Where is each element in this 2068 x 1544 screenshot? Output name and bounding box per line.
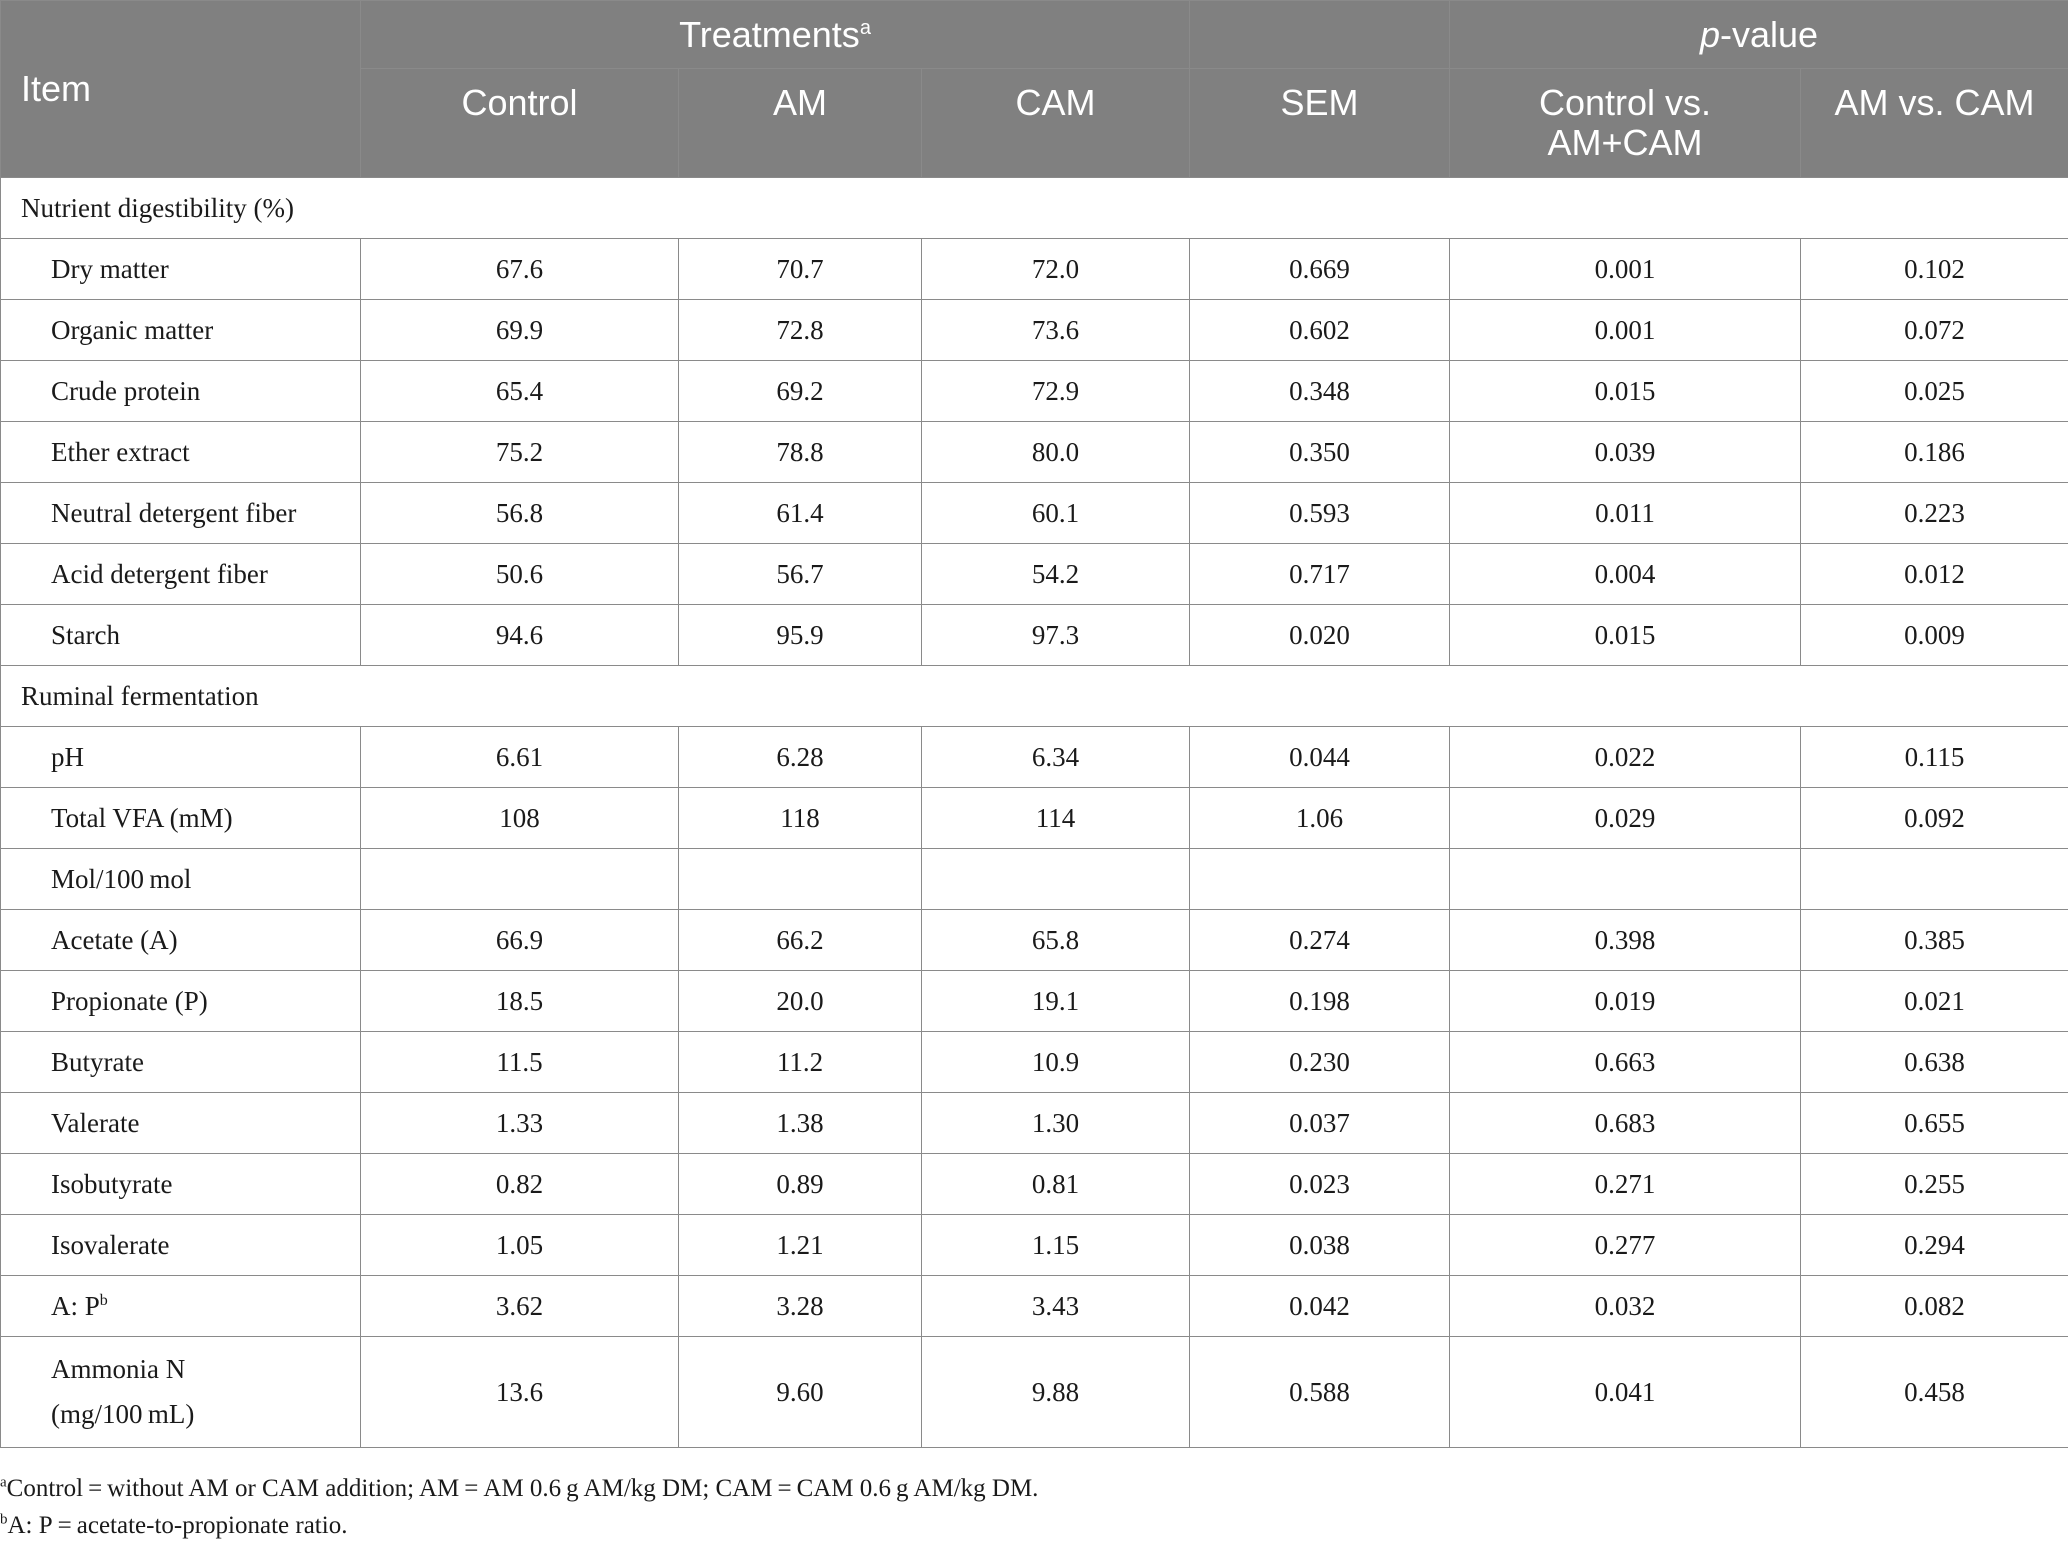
table-cell: 0.039 bbox=[1450, 422, 1801, 483]
table-cell bbox=[361, 849, 679, 910]
table-cell: 73.6 bbox=[922, 300, 1190, 361]
table-cell: 0.042 bbox=[1190, 1276, 1450, 1337]
row-label: Butyrate bbox=[1, 1032, 361, 1093]
table-cell: 65.4 bbox=[361, 361, 679, 422]
row-label: Valerate bbox=[1, 1093, 361, 1154]
table-cell: 6.28 bbox=[679, 727, 922, 788]
row-label: Propionate (P) bbox=[1, 971, 361, 1032]
table-cell: 0.294 bbox=[1801, 1215, 2068, 1276]
table-row bbox=[1, 1337, 2068, 1448]
table-cell: 0.015 bbox=[1450, 361, 1801, 422]
table-cell: 0.041 bbox=[1450, 1337, 1801, 1448]
table-cell: 0.001 bbox=[1450, 239, 1801, 300]
table-cell: 1.05 bbox=[361, 1215, 679, 1276]
table-cell: 72.9 bbox=[922, 361, 1190, 422]
table-row bbox=[1, 605, 2068, 666]
table-cell: 3.43 bbox=[922, 1276, 1190, 1337]
table-cell: 0.255 bbox=[1801, 1154, 2068, 1215]
row-label: Mol/100 mol bbox=[1, 849, 361, 910]
table-cell: 0.663 bbox=[1450, 1032, 1801, 1093]
table-row bbox=[1, 544, 2068, 605]
header-item: Item bbox=[1, 1, 361, 178]
table-cell: 0.223 bbox=[1801, 483, 2068, 544]
table-cell: 0.029 bbox=[1450, 788, 1801, 849]
table-cell: 20.0 bbox=[679, 971, 922, 1032]
table-cell: 61.4 bbox=[679, 483, 922, 544]
table-row bbox=[1, 971, 2068, 1032]
table-cell bbox=[1450, 849, 1801, 910]
table-row bbox=[1, 1215, 2068, 1276]
table-cell: 0.81 bbox=[922, 1154, 1190, 1215]
footnote-b: $^b$A: P = acetate-to-propionate ratio. bbox=[0, 1507, 1038, 1544]
table-cell: 0.009 bbox=[1801, 605, 2068, 666]
table-cell: 9.60 bbox=[679, 1337, 922, 1448]
row-label: Acetate (A) bbox=[1, 910, 361, 971]
table-row bbox=[1, 300, 2068, 361]
table-cell: 0.230 bbox=[1190, 1032, 1450, 1093]
table-cell: 0.025 bbox=[1801, 361, 2068, 422]
table-cell: 69.2 bbox=[679, 361, 922, 422]
table-cell: 108 bbox=[361, 788, 679, 849]
table-cell: 0.683 bbox=[1450, 1093, 1801, 1154]
table-cell: 0.020 bbox=[1190, 605, 1450, 666]
table-row bbox=[1, 788, 2068, 849]
table-row bbox=[1, 1154, 2068, 1215]
table-row bbox=[1, 1276, 2068, 1337]
table-cell: 65.8 bbox=[922, 910, 1190, 971]
table-row bbox=[1, 910, 2068, 971]
header-cam: CAM bbox=[922, 69, 1190, 178]
header-treatments: Treatments$^a$ bbox=[361, 1, 1190, 69]
table-row bbox=[1, 1093, 2068, 1154]
section-label: Nutrient digestibility (%) bbox=[1, 178, 2068, 239]
row-label: Ammonia N (mg/100 mL) bbox=[1, 1337, 361, 1448]
table-cell: 94.6 bbox=[361, 605, 679, 666]
table-row bbox=[1, 483, 2068, 544]
table-cell: 0.102 bbox=[1801, 239, 2068, 300]
table-cell: 67.6 bbox=[361, 239, 679, 300]
table-cell: 18.5 bbox=[361, 971, 679, 1032]
table-cell: 0.082 bbox=[1801, 1276, 2068, 1337]
header-am-vs-cam: AM vs. CAM bbox=[1801, 69, 2068, 178]
footnotes bbox=[0, 1470, 1038, 1544]
table-cell: 75.2 bbox=[361, 422, 679, 483]
table-cell: 0.019 bbox=[1450, 971, 1801, 1032]
table-cell: 9.88 bbox=[922, 1337, 1190, 1448]
table-row bbox=[1, 849, 2068, 910]
table-cell: 60.1 bbox=[922, 483, 1190, 544]
table-cell: 0.82 bbox=[361, 1154, 679, 1215]
table-cell: 0.717 bbox=[1190, 544, 1450, 605]
table-cell bbox=[1801, 849, 2068, 910]
row-label: Isovalerate bbox=[1, 1215, 361, 1276]
table-cell: 0.602 bbox=[1190, 300, 1450, 361]
table-cell bbox=[1190, 849, 1450, 910]
table-body bbox=[1, 178, 2068, 1448]
table-cell: 0.186 bbox=[1801, 422, 2068, 483]
table-cell: 0.669 bbox=[1190, 239, 1450, 300]
footnote-a: $^a$Control = without AM or CAM addition; AM = AM 0.6 g AM/kg DM; CAM = CAM 0.6 g AM/kg DM. bbox=[0, 1470, 1038, 1507]
table-cell: 114 bbox=[922, 788, 1190, 849]
table-header bbox=[1, 1, 2068, 178]
table-cell: 11.5 bbox=[361, 1032, 679, 1093]
table-cell: 0.271 bbox=[1450, 1154, 1801, 1215]
table-cell: 72.0 bbox=[922, 239, 1190, 300]
table-cell: 0.198 bbox=[1190, 971, 1450, 1032]
table-cell: 66.9 bbox=[361, 910, 679, 971]
table-cell: 50.6 bbox=[361, 544, 679, 605]
table-cell: 6.34 bbox=[922, 727, 1190, 788]
header-am: AM bbox=[679, 69, 922, 178]
table-row bbox=[1, 239, 2068, 300]
row-label: Acid detergent fiber bbox=[1, 544, 361, 605]
table-cell: 0.021 bbox=[1801, 971, 2068, 1032]
row-label: Neutral detergent fiber bbox=[1, 483, 361, 544]
table-row bbox=[1, 422, 2068, 483]
table-cell: 19.1 bbox=[922, 971, 1190, 1032]
table-cell: 0.038 bbox=[1190, 1215, 1450, 1276]
table-cell: 0.023 bbox=[1190, 1154, 1450, 1215]
table-cell: 0.015 bbox=[1450, 605, 1801, 666]
table-cell: 0.593 bbox=[1190, 483, 1450, 544]
table-cell: 0.348 bbox=[1190, 361, 1450, 422]
table-cell: 69.9 bbox=[361, 300, 679, 361]
table-cell: 0.458 bbox=[1801, 1337, 2068, 1448]
table-cell: 1.21 bbox=[679, 1215, 922, 1276]
table-cell: 0.588 bbox=[1190, 1337, 1450, 1448]
table-cell: 0.398 bbox=[1450, 910, 1801, 971]
table-cell: 66.2 bbox=[679, 910, 922, 971]
table-cell: 0.092 bbox=[1801, 788, 2068, 849]
table-row bbox=[1, 361, 2068, 422]
table-row bbox=[1, 727, 2068, 788]
table-cell: 0.072 bbox=[1801, 300, 2068, 361]
table-cell: 70.7 bbox=[679, 239, 922, 300]
table-cell: 0.277 bbox=[1450, 1215, 1801, 1276]
section-row bbox=[1, 666, 2068, 727]
table-cell: 0.001 bbox=[1450, 300, 1801, 361]
table-cell: 3.28 bbox=[679, 1276, 922, 1337]
table-cell: 0.274 bbox=[1190, 910, 1450, 971]
table-cell: 0.044 bbox=[1190, 727, 1450, 788]
table-cell: 0.037 bbox=[1190, 1093, 1450, 1154]
table-cell: 0.89 bbox=[679, 1154, 922, 1215]
row-label: A: $P^b$ bbox=[1, 1276, 361, 1337]
table-cell bbox=[922, 849, 1190, 910]
table-cell: 118 bbox=[679, 788, 922, 849]
table-cell: 1.30 bbox=[922, 1093, 1190, 1154]
table-cell: 1.38 bbox=[679, 1093, 922, 1154]
row-label: Crude protein bbox=[1, 361, 361, 422]
table-cell: 0.638 bbox=[1801, 1032, 2068, 1093]
table-cell: 3.62 bbox=[361, 1276, 679, 1337]
row-label: Dry matter bbox=[1, 239, 361, 300]
row-label: Organic matter bbox=[1, 300, 361, 361]
table-cell: 54.2 bbox=[922, 544, 1190, 605]
table-cell: 6.61 bbox=[361, 727, 679, 788]
table-cell: 0.655 bbox=[1801, 1093, 2068, 1154]
table-cell: 80.0 bbox=[922, 422, 1190, 483]
table-cell: 1.15 bbox=[922, 1215, 1190, 1276]
row-label: Total VFA (mM) bbox=[1, 788, 361, 849]
header-sem: SEM bbox=[1190, 69, 1450, 178]
table-cell: 95.9 bbox=[679, 605, 922, 666]
table-cell: 0.012 bbox=[1801, 544, 2068, 605]
table-cell: 72.8 bbox=[679, 300, 922, 361]
row-label: Ether extract bbox=[1, 422, 361, 483]
row-label: Isobutyrate bbox=[1, 1154, 361, 1215]
table-cell: 1.33 bbox=[361, 1093, 679, 1154]
header-p-value: p-value bbox=[1450, 1, 2068, 69]
table-cell: 56.8 bbox=[361, 483, 679, 544]
table-cell: 0.350 bbox=[1190, 422, 1450, 483]
header-control-vs-am-cam: Control vs. AM+CAM bbox=[1450, 69, 1801, 178]
table-cell: 0.011 bbox=[1450, 483, 1801, 544]
row-label: Starch bbox=[1, 605, 361, 666]
header-control: Control bbox=[361, 69, 679, 178]
table-cell: 11.2 bbox=[679, 1032, 922, 1093]
table-cell: 10.9 bbox=[922, 1032, 1190, 1093]
row-label: pH bbox=[1, 727, 361, 788]
table-cell: 0.115 bbox=[1801, 727, 2068, 788]
table-cell: 0.004 bbox=[1450, 544, 1801, 605]
table-cell: 0.032 bbox=[1450, 1276, 1801, 1337]
table-cell: 0.022 bbox=[1450, 727, 1801, 788]
section-row bbox=[1, 178, 2068, 239]
table-cell bbox=[679, 849, 922, 910]
table-cell: 1.06 bbox=[1190, 788, 1450, 849]
table-cell: 13.6 bbox=[361, 1337, 679, 1448]
header-blank bbox=[1190, 1, 1450, 69]
table-cell: 56.7 bbox=[679, 544, 922, 605]
table-cell: 78.8 bbox=[679, 422, 922, 483]
section-label: Ruminal fermentation bbox=[1, 666, 2068, 727]
table-cell: 0.385 bbox=[1801, 910, 2068, 971]
table-row bbox=[1, 1032, 2068, 1093]
table-cell: 97.3 bbox=[922, 605, 1190, 666]
